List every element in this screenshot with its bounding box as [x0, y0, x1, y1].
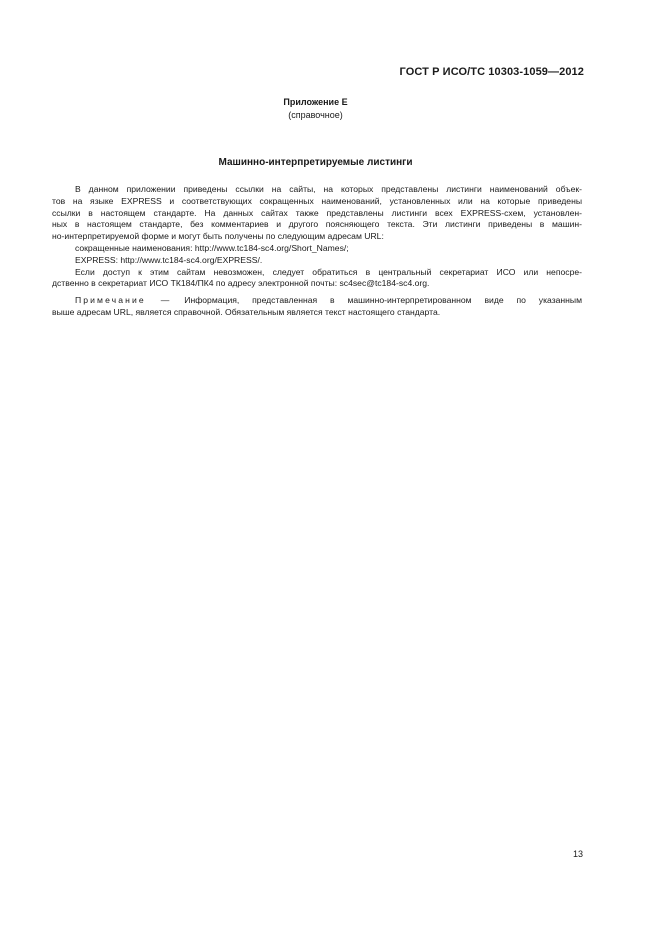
url-express: EXPRESS: http://www.tc184-sc4.org/EXPRESS/. [75, 254, 263, 265]
annex-subtitle: (справочное) [288, 110, 343, 120]
url-short-names: сокращенные наименования: http://www.tc184-sc4.org/Short_Names/; [75, 242, 349, 253]
note-line [75, 295, 582, 307]
paragraph-contact [52, 266, 582, 291]
paragraph-line: дственно в секретариат ИСО ТК184/ПК4 по адресу электронной почты: sc4sec@tc184-sc4.org. [52, 278, 430, 289]
note [52, 295, 582, 319]
standard-id-header: ГОСТ Р ИСО/ТС 10303-1059—2012 [399, 66, 584, 78]
note-line: выше адресам URL, является справочной. Обязательным является текст настоящего стандарта. [52, 306, 441, 317]
paragraph-line: ссылки в настоящем стандарте. На данных сайтах также представлены листинги всех EXPRESS-схем, установлен- [52, 207, 582, 218]
note-label: Примечание — [75, 295, 172, 306]
paragraph-line: тов на языке EXPRESS и соответствующих сокращенных наименований, установленных или на которые приведены [52, 195, 582, 206]
paragraph-line: В данном приложении приведены ссылки на сайты, на которых представлены листинги наименований объек- [75, 184, 582, 194]
url-list [75, 243, 582, 267]
paragraph-line: ных в настоящем стандарте, без комментариев и другого поясняющего текста. Эти листинги приведены в машин- [52, 219, 582, 230]
paragraph-line: но-интерпретируемой форме и могут быть получены по следующим адресам URL: [52, 231, 384, 242]
annex-title: Приложение Е [283, 97, 348, 107]
annex-heading [0, 96, 631, 122]
section-title: Машинно-интерпретируемые листинги [218, 157, 413, 168]
page-number: 13 [572, 849, 583, 859]
body-text [52, 184, 582, 319]
note-text: Информация, представленная в машинно-интерпретированном виде по указанным [184, 295, 582, 306]
paragraph-intro [52, 184, 582, 243]
paragraph-line: Если доступ к этим сайтам невозможен, следует обратиться в центральный секретариат ИСО или непосре- [75, 266, 582, 277]
